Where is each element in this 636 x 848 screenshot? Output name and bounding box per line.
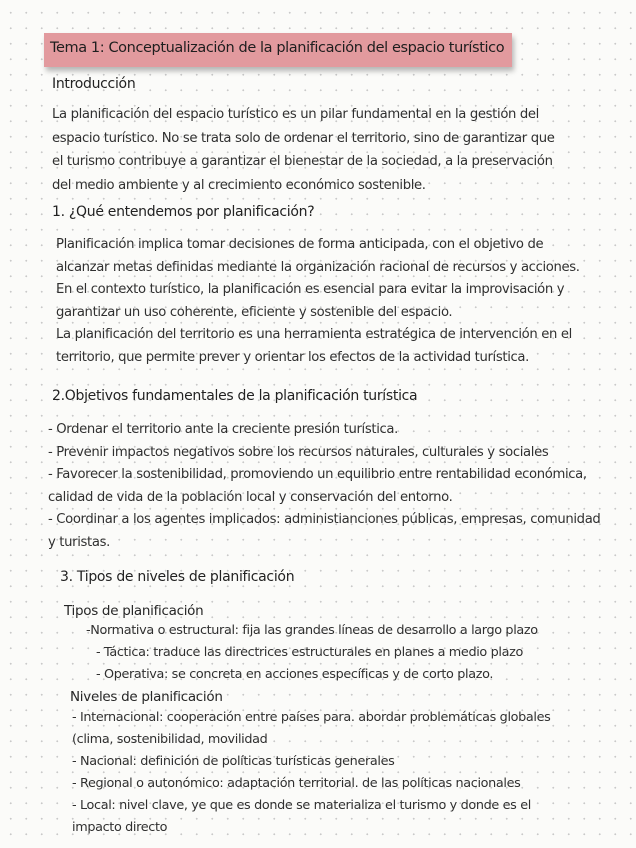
paragraph-line: La planificación del espacio turístico es un pilar fundamental en la gestión del: [52, 107, 539, 122]
paragraph-line: garantizar un uso coherente, eficiente y sostenible del espacio.: [56, 304, 453, 320]
list-item: calidad de vida de la población local y conservación del entorno.: [48, 489, 453, 505]
paragraph-line: el turismo contribuye a garantizar el bienestar de la sociedad, a la preservación: [52, 154, 553, 169]
list-item: - Ordenar el territorio ante la creciente presión turística.: [48, 422, 398, 437]
section-2-heading: 2.Objetivos fundamentales de la planificación turística: [52, 388, 418, 404]
page-title: Tema 1: Conceptualización de la planificación del espacio turístico: [50, 40, 505, 56]
paragraph-line: del medio ambiente y al crecimiento económico sostenible.: [52, 177, 426, 193]
paragraph-line: espacio turístico. No se trata solo de ordenar el territorio, sino de garantizar que: [52, 130, 555, 146]
paragraph-line: alcanzar metas definidas mediante la organización racional de recursos y acciones.: [56, 259, 580, 275]
list-item: y turistas.: [48, 534, 110, 550]
objectives-list: [48, 419, 600, 554]
list-item: (clima, sostenibilidad, movilidad: [72, 732, 268, 747]
intro-heading: Introducción: [52, 76, 136, 92]
list-item: - Coordinar a los agentes implicados: administianciones públicas, empresas, comunidad: [48, 512, 601, 527]
section-1-paragraph: [56, 234, 580, 370]
list-item: - Local: nivel clave, ye que es donde se materializa el turismo y donde es el: [72, 798, 531, 813]
list-item: - Favorecer la sostenibilidad, promoviendo un equilibrio entre rentabilidad económica,: [48, 467, 587, 482]
list-item: - Internacional: cooperación entre países para. abordar problemáticas globales: [72, 710, 551, 725]
list-item: - Prevenir impactos negativos sobre los recursos naturales, culturales y sociales: [48, 444, 549, 460]
list-item: -Normativa o estructural: fija las grandes líneas de desarrollo a largo plazo: [86, 623, 538, 638]
intro-paragraph: [52, 103, 555, 197]
levels-list: [72, 707, 550, 839]
levels-subheading: Niveles de planificación: [70, 689, 223, 705]
paragraph-line: Planificación implica tomar decisiones de forma anticipada, con el objetivo de: [56, 237, 544, 252]
types-subheading: Tipos de planificación: [64, 603, 204, 619]
list-item: - Nacional: definición de políticas turísticas generales: [72, 754, 395, 769]
list-item: - Táctica: traduce las directrices estructurales en planes a medio plazo: [96, 645, 523, 660]
types-list: [86, 620, 538, 686]
paragraph-line: En el contexto turístico, la planificación es esencial para evitar la improvisación y: [56, 282, 565, 298]
list-item: impacto directo: [72, 820, 168, 835]
list-item: - Regional o autonómico: adaptación territorial. de las políticas nacionales: [72, 776, 521, 791]
title-highlight: [44, 33, 512, 67]
section-3-heading: 3. Tipos de niveles de planificación: [60, 569, 295, 585]
paragraph-line: territorio, que permite prever y orientar los efectos de la actividad turística.: [56, 349, 529, 365]
section-1-heading: 1. ¿Qué entendemos por planificación?: [52, 204, 315, 220]
list-item: - Operativa: se concreta en acciones específicas y de corto plazo.: [96, 667, 494, 682]
paragraph-line: La planificación del territorio es una herramienta estratégica de intervención en el: [56, 327, 572, 343]
